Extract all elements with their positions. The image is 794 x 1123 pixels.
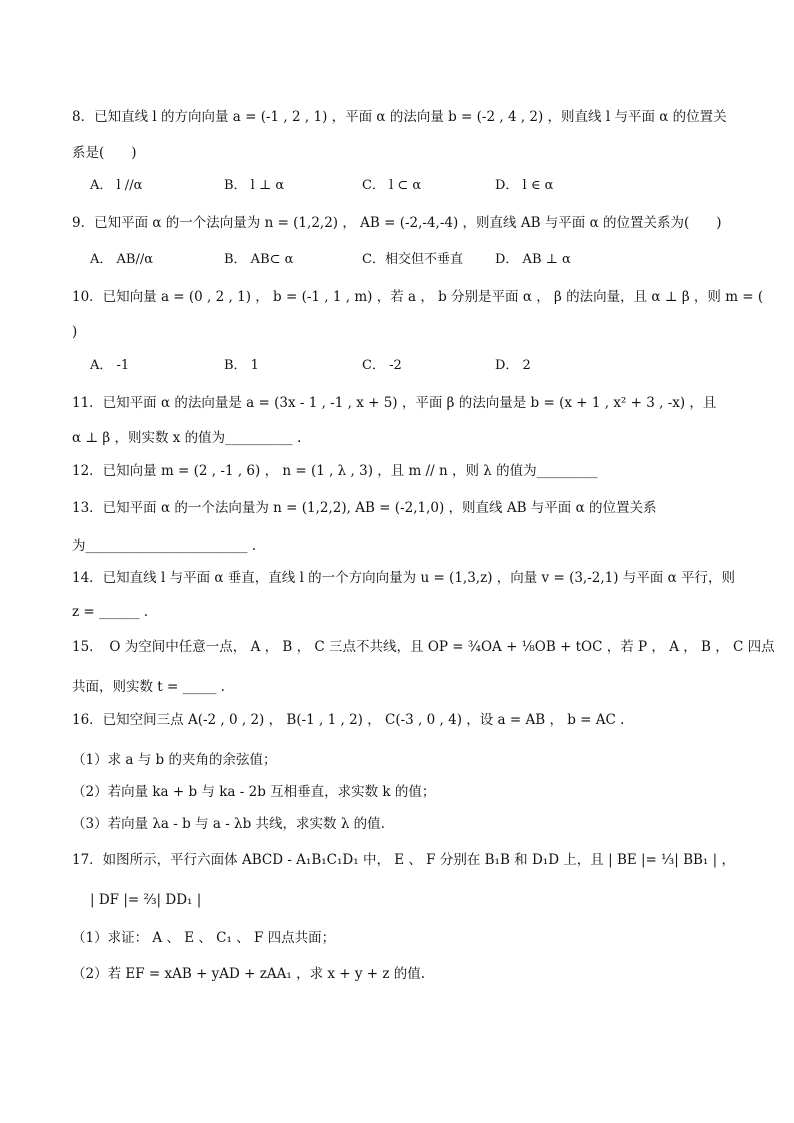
q8-option-d: D． l ∈ α [495,178,554,193]
q14-line2: z = ______ . [72,604,149,620]
q11-line1: 11．已知平面 α 的法向量是 a = (3x - 1 , -1 , x + 5) ，平面 β 的法向量是 b = (x + 1 , x² + 3 , -x) ，且 [72,395,717,411]
q8-option-b: B． l ⊥ α [224,178,285,193]
q11-line2: α ⊥ β ，则实数 x 的值为__________ . [72,430,302,446]
q14-line1: 14．已知直线 l 与平面 α 垂直，直线 l 的一个方向向量为 u = (1,3,z) ，向量 v = (3,-2,1) 与平面 α 平行，则 [72,570,736,586]
q9-option-d: D． AB ⊥ α [495,252,571,267]
q17-sub1: （1）求证： A 、 E 、 C₁ 、 F 四点共面； [72,930,336,946]
q9-option-a: A． AB//α [90,252,154,267]
q10-option-a: A． -1 [90,358,130,373]
q16-line1: 16．已知空间三点 A(-2 , 0 , 2) ， B(-1 , 1 , 2) ， C(-3 , 0 , 4) ，设 a = AB ， b = AC . [72,712,625,728]
q15-line1: 15． O 为空间中任意一点， A ， B ， C 三点不共线，且 OP = ¾OA + ⅛OB + tOC ，若 P ， A ， B ， C 四点 [72,639,775,655]
q16-sub2: （2）若向量 ka + b 与 ka - 2b 互相垂直，求实数 k 的值； [72,784,436,800]
q8-line1: 8．已知直线 l 的方向向量 a = (-1 , 2 , 1) ，平面 α 的法向量 b = (-2 , 4 , 2) ，则直线 l 与平面 α 的位置关 [72,109,727,125]
q8-line2: 系是( ) [72,145,137,161]
q10-option-b: B． 1 [224,358,259,373]
q17-line1: 17．如图所示，平行六面体 ABCD - A₁B₁C₁D₁ 中， E 、 F 分别在 B₁B 和 D₁D 上，且 | BE |= ⅓| BB₁ | ， [72,852,735,868]
q15-line2: 共面，则实数 t = _____ . [72,679,225,695]
q8-option-c: C． l ⊂ α [362,178,422,193]
q10-option-c: C． -2 [362,358,402,373]
q12-line1: 12．已知向量 m = (2 , -1 , 6) ， n = (1 , λ , 3) ，且 m // n ，则 λ 的值为_________ [72,463,598,479]
q9-option-c: C．相交但不垂直 [362,252,463,267]
q16-sub1: （1）求 a 与 b 的夹角的余弦值； [72,752,277,768]
q10-option-d: D． 2 [495,358,531,373]
q17-sub2: （2）若 EF = xAB + yAD + zAA₁ ，求 x + y + z 的值. [72,966,426,982]
q13-line2: 为________________________ . [72,538,257,554]
q10-line2: ) [72,324,78,340]
q16-sub3: （3）若向量 λa - b 与 a - λb 共线，求实数 λ 的值. [72,816,385,832]
q9-option-b: B． AB⊂ α [224,252,294,267]
q10-line1: 10．已知向量 a = (0 , 2 , 1) ， b = (-1 , 1 , m) ，若 a ， b 分别是平面 α ， β 的法向量，且 α ⊥ β ，则 m = ( [72,289,764,305]
q9-line1: 9．已知平面 α 的一个法向量为 n = (1,2,2) ， AB = (-2,-4,-4) ，则直线 AB 与平面 α 的位置关系为( ) [72,215,722,231]
q17-line2: | DF |= ⅔| DD₁ | [90,892,202,908]
q13-line1: 13．已知平面 α 的一个法向量为 n = (1,2,2), AB = (-2,1,0) ，则直线 AB 与平面 α 的位置关系 [72,500,657,516]
q8-option-a: A． l //α [90,178,143,193]
